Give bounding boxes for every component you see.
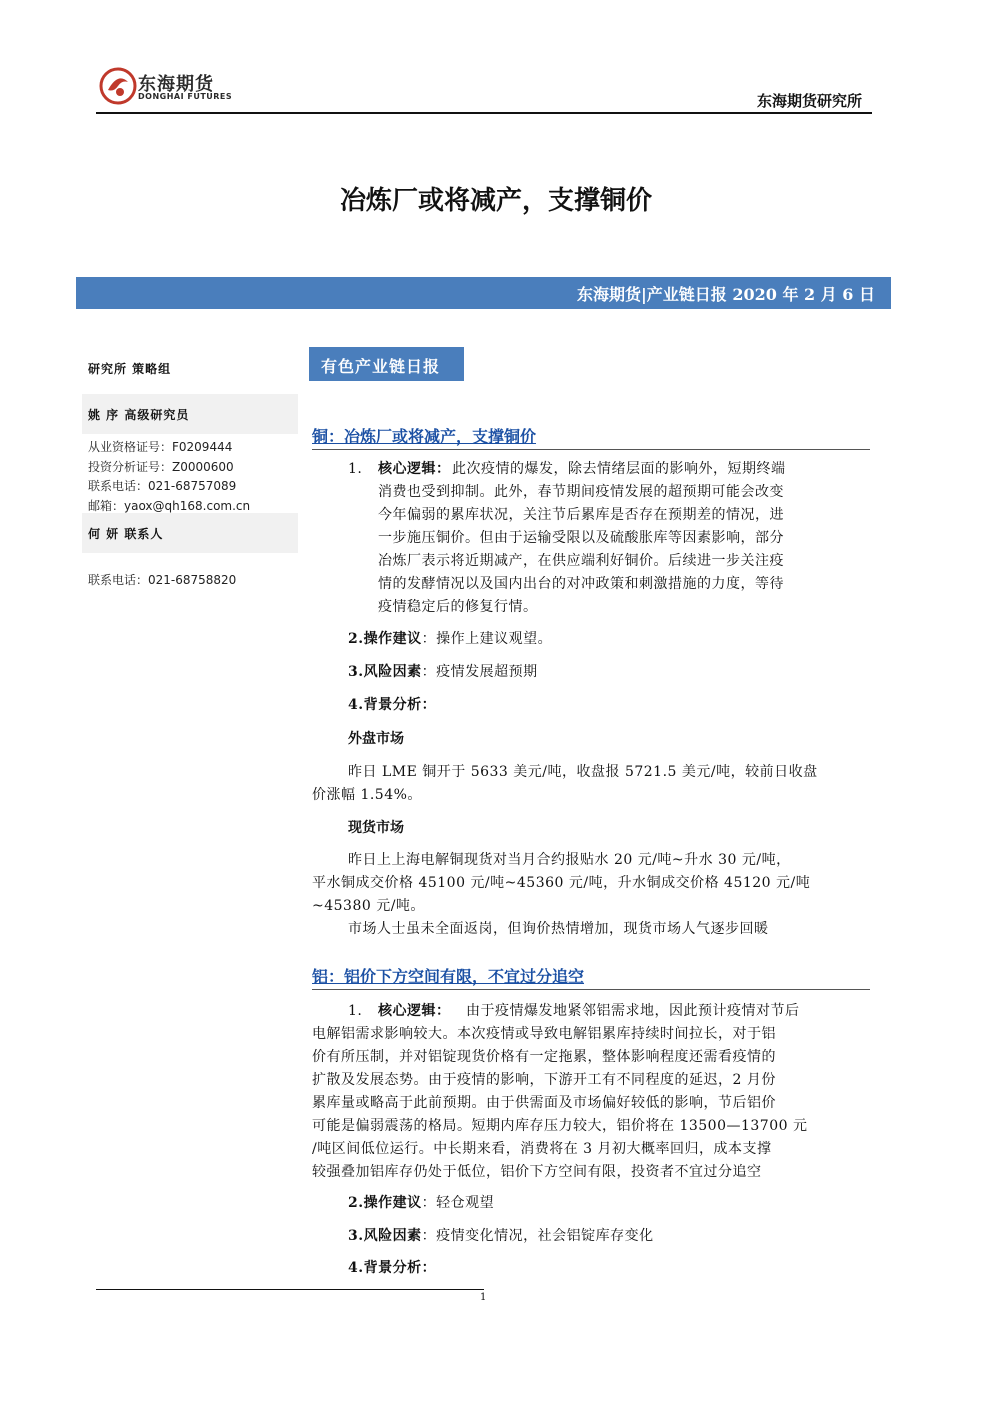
copper-logic-line: 今年偏弱的累库状况，关注节后累库是否存在预期差的情况，进 [378,507,784,523]
contact-name: 何 妍 联系人 [88,527,164,541]
aluminum-logic-line: 由于疫情爆发地紧邻铝需求地，因此预计疫情对节后 [466,1003,800,1019]
analyst-info-line: 从业资格证号：F0209444 [88,440,233,454]
spot-market-line: ~45380 元/吨。 [312,898,425,914]
analyst-info-line: 联系电话：021-68757089 [88,479,237,493]
institute-name: 东海期货研究所 [756,92,862,110]
header-divider [96,112,872,114]
operation-text: ：操作上建议观望。 [421,631,553,647]
logo-text-en: DONGHAI FUTURES [138,92,233,101]
report-category-tag [309,347,464,381]
copper-section-title[interactable]: 铜：冶炼厂或将减产，支撑铜价 [312,427,537,446]
aluminum-logic-line: /吨区间低位运行。中长期来看，消费将在 3 月初大概率回归，成本支撑 [312,1141,772,1157]
spot-market-line: 市场人士虽未全面返岗，但询价热情增加，现货市场人气逐步回暖 [348,921,769,937]
aluminum-logic-line: 扩散及发展态势。由于疫情的影响，下游开工有不同程度的延迟，2 月份 [312,1072,776,1088]
date-banner [76,277,891,309]
section-divider [312,989,870,990]
page-number: 1 [480,1292,487,1303]
aluminum-risk [348,1225,654,1248]
copper-background-label: 4.背景分析： [348,697,437,713]
logo-text-cn: 东海期货 [138,74,214,95]
copper-logic-line: 冶炼厂表示将近期减产，在供应端利好铜价。后续进一步关注疫 [378,553,784,569]
analyst-row [82,394,298,434]
copper-logic-line: 消费也受到抑制。此外，春节期间疫情发展的超预期可能会改变 [378,484,784,500]
aluminum-logic-label: 核心逻辑： [378,1003,451,1019]
aluminum-logic-line: 价有所压制，并对铝锭现货价格有一定拖累，整体影响程度还需看疫情的 [312,1049,776,1065]
contact-info-line: 联系电话：021-68758820 [88,573,237,587]
analyst-email[interactable]: 邮箱：yaox@qh168.com.cn [88,499,251,513]
copper-risk [348,661,538,684]
section-divider [312,449,870,450]
operation-text: ：轻仓观望 [421,1195,495,1211]
operation-label: 2.操作建议 [348,1195,422,1211]
aluminum-background-label: 4.背景分析： [348,1260,437,1276]
analyst-name: 姚 序 高级研究员 [88,408,190,422]
aluminum-logic-number: 1. [348,1003,363,1019]
department-label: 研究所 策略组 [88,362,172,376]
overseas-market-heading: 外盘市场 [348,731,404,747]
copper-logic-line: 疫情稳定后的修复行情。 [378,599,538,615]
copper-logic-line: 情的发酵情况以及国内出台的对冲政策和刺激措施的力度，等待 [378,576,784,592]
overseas-market-line: 价涨幅 1.54%。 [312,787,422,803]
aluminum-logic-line: 累库量或略高于此前预期。由于供需面及市场偏好较低的影响，节后铝价 [312,1095,776,1111]
risk-label: 3.风险因素 [348,664,422,680]
spot-market-line: 昨日上上海电解铜现货对当月合约报贴水 20 元/吨~升水 30 元/吨， [348,852,791,868]
contact-row [82,513,298,553]
aluminum-operation [348,1192,494,1215]
aluminum-section-title[interactable]: 铝：铝价下方空间有限，不宜过分追空 [312,967,585,986]
risk-label: 3.风险因素 [348,1228,422,1244]
logo-emblem-icon [98,66,138,106]
copper-logic-line: 一步施压铜价。但由于运输受限以及硫酸胀库等因素影响，部分 [378,530,784,546]
copper-logic-line: 此次疫情的爆发，除去情绪层面的影响外，短期终端 [452,461,786,477]
overseas-market-line: 昨日 LME 铜开于 5633 美元/吨，收盘报 5721.5 美元/吨，较前日收盘 [348,764,818,780]
footer-divider [96,1289,484,1290]
copper-logic-number: 1. [348,461,363,477]
aluminum-logic-line: 可能是偏弱震荡的格局。短期内库存压力较大，铝价将在 13500—13700 元 [312,1118,808,1134]
banner-text: 东海期货|产业链日报 2020 年 2 月 6 日 [576,285,875,304]
aluminum-logic-line: 较强叠加铝库存仍处于低位，铝价下方空间有限，投资者不宜过分追空 [312,1164,762,1180]
company-logo [98,66,238,108]
risk-text: ：疫情发展超预期 [421,664,538,680]
spot-market-heading: 现货市场 [348,820,404,836]
spot-market-line: 平水铜成交价格 45100 元/吨~45360 元/吨，升水铜成交价格 45120 元/吨 [312,875,811,891]
risk-text: ：疫情变化情况，社会铝锭库存变化 [421,1228,654,1244]
aluminum-logic-line: 电解铝需求影响较大。本次疫情或导致电解铝累库持续时间拉长，对于铝 [312,1026,776,1042]
analyst-info-line: 投资分析证号：Z0000600 [88,460,234,474]
operation-label: 2.操作建议 [348,631,422,647]
tag-text: 有色产业链日报 [321,357,441,376]
document-title: 冶炼厂或将减产，支撑铜价 [339,186,652,216]
copper-operation [348,628,552,651]
copper-logic-label: 核心逻辑： [378,461,451,477]
